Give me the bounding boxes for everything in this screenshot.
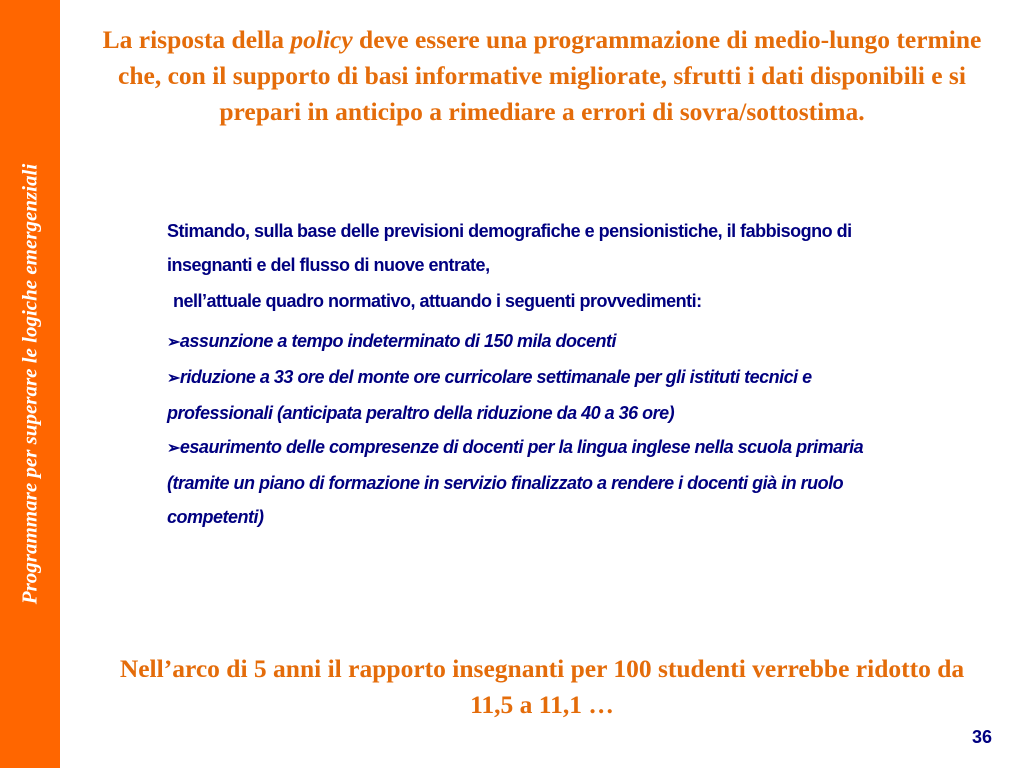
heading-text-after: deve essere una programmazione di medio-lungo termine che, con il supporto di basi informative migliorate, sfrutti i dati disponibili e si prepari in anticipo a rimediare a errori di sovra/sottostima. — [118, 25, 982, 126]
arrow-bullet-icon: ➢ — [167, 334, 180, 351]
arrow-bullet-icon: ➢ — [167, 370, 180, 387]
list-item — [167, 360, 912, 430]
heading-emphasis: policy — [290, 25, 353, 54]
slide-heading — [98, 22, 986, 130]
framework-paragraph: nell’attuale quadro normativo, attuando i seguenti provvedimenti: — [173, 291, 702, 311]
measures-list — [167, 324, 912, 534]
list-item-text: riduzione a 33 ore del monte ore curricolare settimanale per gli istituti tecnici e professionali (anticipata peraltro della riduzione da 40 a 36 ore) — [167, 367, 812, 423]
list-item — [167, 324, 912, 360]
intro-paragraph: Stimando, sulla base delle previsioni demografiche e pensionistiche, il fabbisogno di insegnanti e del flusso di nuove entrate, — [167, 221, 852, 275]
sidebar-band — [0, 0, 60, 768]
sidebar-title: Programmare per superare le logiche emergenziali — [17, 163, 42, 605]
body-text-block — [167, 214, 917, 534]
list-item-text: assunzione a tempo indeterminato di 150 mila docenti — [179, 331, 617, 351]
page-number: 36 — [971, 727, 992, 747]
arrow-bullet-icon: ➢ — [167, 440, 180, 457]
heading-text-before: La risposta della — [102, 25, 291, 54]
list-item-text: esaurimento delle compresenze di docenti per la lingua inglese nella scuola primaria (tramite un piano di formazione in servizio finalizzato a rendere i docenti già in ruolo competenti) — [167, 437, 864, 527]
conclusion-text: Nell’arco di 5 anni il rapporto insegnanti per 100 studenti verrebbe ridotto da 11,5 a 11,1 … — [119, 654, 965, 719]
list-item — [167, 430, 912, 534]
